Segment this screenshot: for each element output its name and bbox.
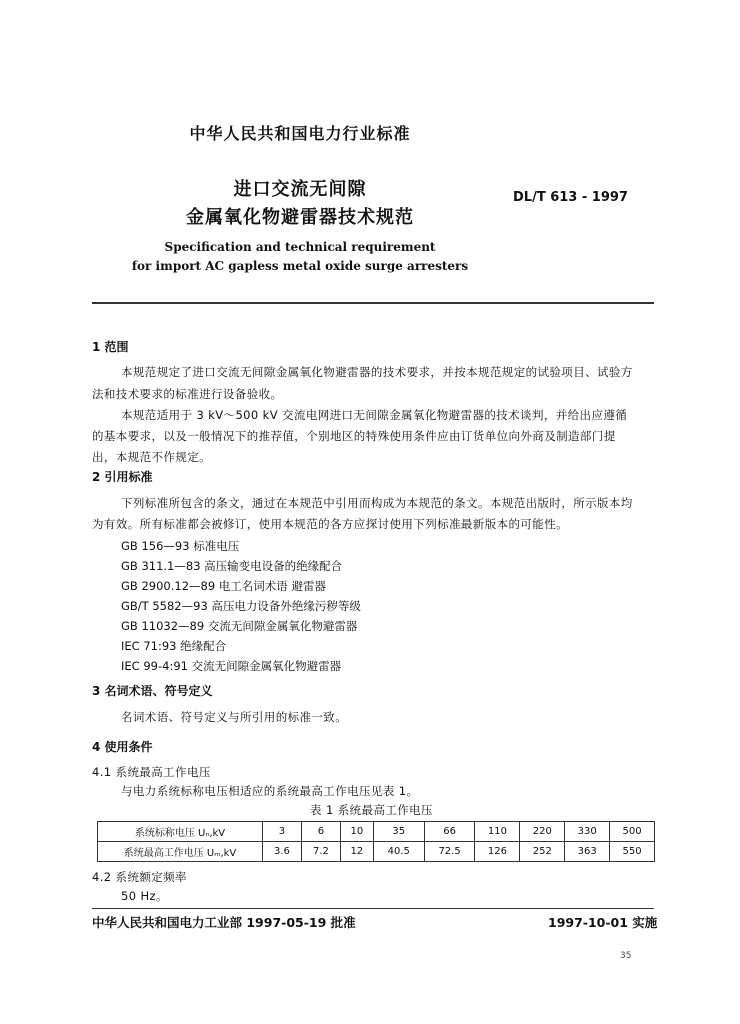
table-cell: 66 bbox=[424, 822, 475, 842]
section-2-heading: 2 引用标准 bbox=[92, 470, 153, 484]
effective-date: 1997-10-01 实施 bbox=[548, 915, 658, 930]
section-3-paragraph: 名词术语、符号定义与所引用的标准一致。 bbox=[121, 710, 348, 724]
table-cell: 72.5 bbox=[424, 842, 475, 862]
table-cell: 126 bbox=[475, 842, 520, 862]
table-cell: 3.6 bbox=[263, 842, 302, 862]
table-cell: 3 bbox=[263, 822, 302, 842]
english-title-line-1: Specification and technical requirement bbox=[164, 240, 436, 254]
title-line-1: 进口交流无间隙 bbox=[233, 179, 367, 200]
reference-item: GB 311.1—83 高压输变电设备的绝缘配合 bbox=[121, 559, 343, 573]
table-cell: 12 bbox=[340, 842, 373, 862]
section-1-paragraph-2-cont: 的基本要求，以及一般情况下的推荐值，个别地区的特殊使用条件应由订货单位向外商及制造部门提 bbox=[92, 429, 616, 443]
table-row bbox=[98, 822, 655, 842]
subsection-4-1-text: 与电力系统标称电压相适应的系统最高工作电压见表 1。 bbox=[121, 784, 419, 798]
table-cell: 252 bbox=[520, 842, 565, 862]
standard-number: DL/T 613 - 1997 bbox=[513, 190, 628, 205]
section-1-paragraph-1-cont: 法和技术要求的标准进行设备验收。 bbox=[92, 387, 283, 401]
footer-divider bbox=[92, 908, 654, 909]
title-line-2: 金属氧化物避雷器技术规范 bbox=[186, 207, 414, 228]
subsection-4-2-heading: 4.2 系统额定频率 bbox=[92, 870, 187, 884]
table-cell: 330 bbox=[565, 822, 610, 842]
table-cell: 35 bbox=[373, 822, 424, 842]
section-1-paragraph-2-end: 出，本规范不作规定。 bbox=[92, 450, 211, 464]
section-1-paragraph-2: 本规范适用于 3 kV～500 kV 交流电网进口无间隙金属氧化物避雷器的技术谈判，并给出应遵循 bbox=[121, 408, 628, 422]
section-4-heading: 4 使用条件 bbox=[92, 740, 153, 754]
table-cell: 7.2 bbox=[301, 842, 340, 862]
reference-item: GB/T 5582—93 高压电力设备外绝缘污秽等级 bbox=[121, 599, 361, 613]
header-divider bbox=[92, 302, 654, 304]
table-cell: 110 bbox=[475, 822, 520, 842]
page-number: 35 bbox=[620, 951, 632, 961]
section-2-paragraph-1-cont: 为有效。所有标准都会被修订，使用本规范的各方应探讨使用下列标准最新版本的可能性。 bbox=[92, 517, 568, 531]
table-cell: 500 bbox=[610, 822, 655, 842]
table-1 bbox=[97, 821, 655, 862]
table-cell: 363 bbox=[565, 842, 610, 862]
table-row-label: 系统最高工作电压 Uₘ,kV bbox=[98, 842, 263, 862]
section-2-paragraph-1: 下列标准所包含的条文，通过在本规范中引用而构成为本规范的条文。本规范出版时，所示版本均 bbox=[121, 496, 633, 510]
table-cell: 40.5 bbox=[373, 842, 424, 862]
table-row-label: 系统标称电压 Uₙ,kV bbox=[98, 822, 263, 842]
table-cell: 6 bbox=[301, 822, 340, 842]
table-cell: 550 bbox=[610, 842, 655, 862]
reference-item: IEC 71:93 绝缘配合 bbox=[121, 639, 227, 653]
reference-item: IEC 99-4:91 交流无间隙金属氧化物避雷器 bbox=[121, 659, 342, 673]
table-1-caption: 表 1 系统最高工作电压 bbox=[310, 803, 433, 817]
table-row bbox=[98, 842, 655, 862]
section-3-heading: 3 名词术语、符号定义 bbox=[92, 684, 213, 698]
standard-category: 中华人民共和国电力行业标准 bbox=[189, 124, 411, 143]
reference-item: GB 11032—89 交流无间隙金属氧化物避雷器 bbox=[121, 619, 358, 633]
section-1-heading: 1 范围 bbox=[92, 340, 129, 354]
subsection-4-2-text: 50 Hz。 bbox=[121, 889, 168, 903]
table-cell: 220 bbox=[520, 822, 565, 842]
table-cell: 10 bbox=[340, 822, 373, 842]
reference-item: GB 156—93 标准电压 bbox=[121, 539, 240, 553]
section-1-paragraph-1: 本规范规定了进口交流无间隙金属氧化物避雷器的技术要求，并按本规范规定的试验项目、试验方 bbox=[121, 365, 633, 379]
approval-note: 中华人民共和国电力工业部 1997-05-19 批准 bbox=[92, 915, 356, 930]
reference-item: GB 2900.12—89 电工名词术语 避雷器 bbox=[121, 579, 326, 593]
english-title-line-2: for import AC gapless metal oxide surge arresters bbox=[131, 259, 469, 273]
subsection-4-1-heading: 4.1 系统最高工作电压 bbox=[92, 765, 211, 779]
